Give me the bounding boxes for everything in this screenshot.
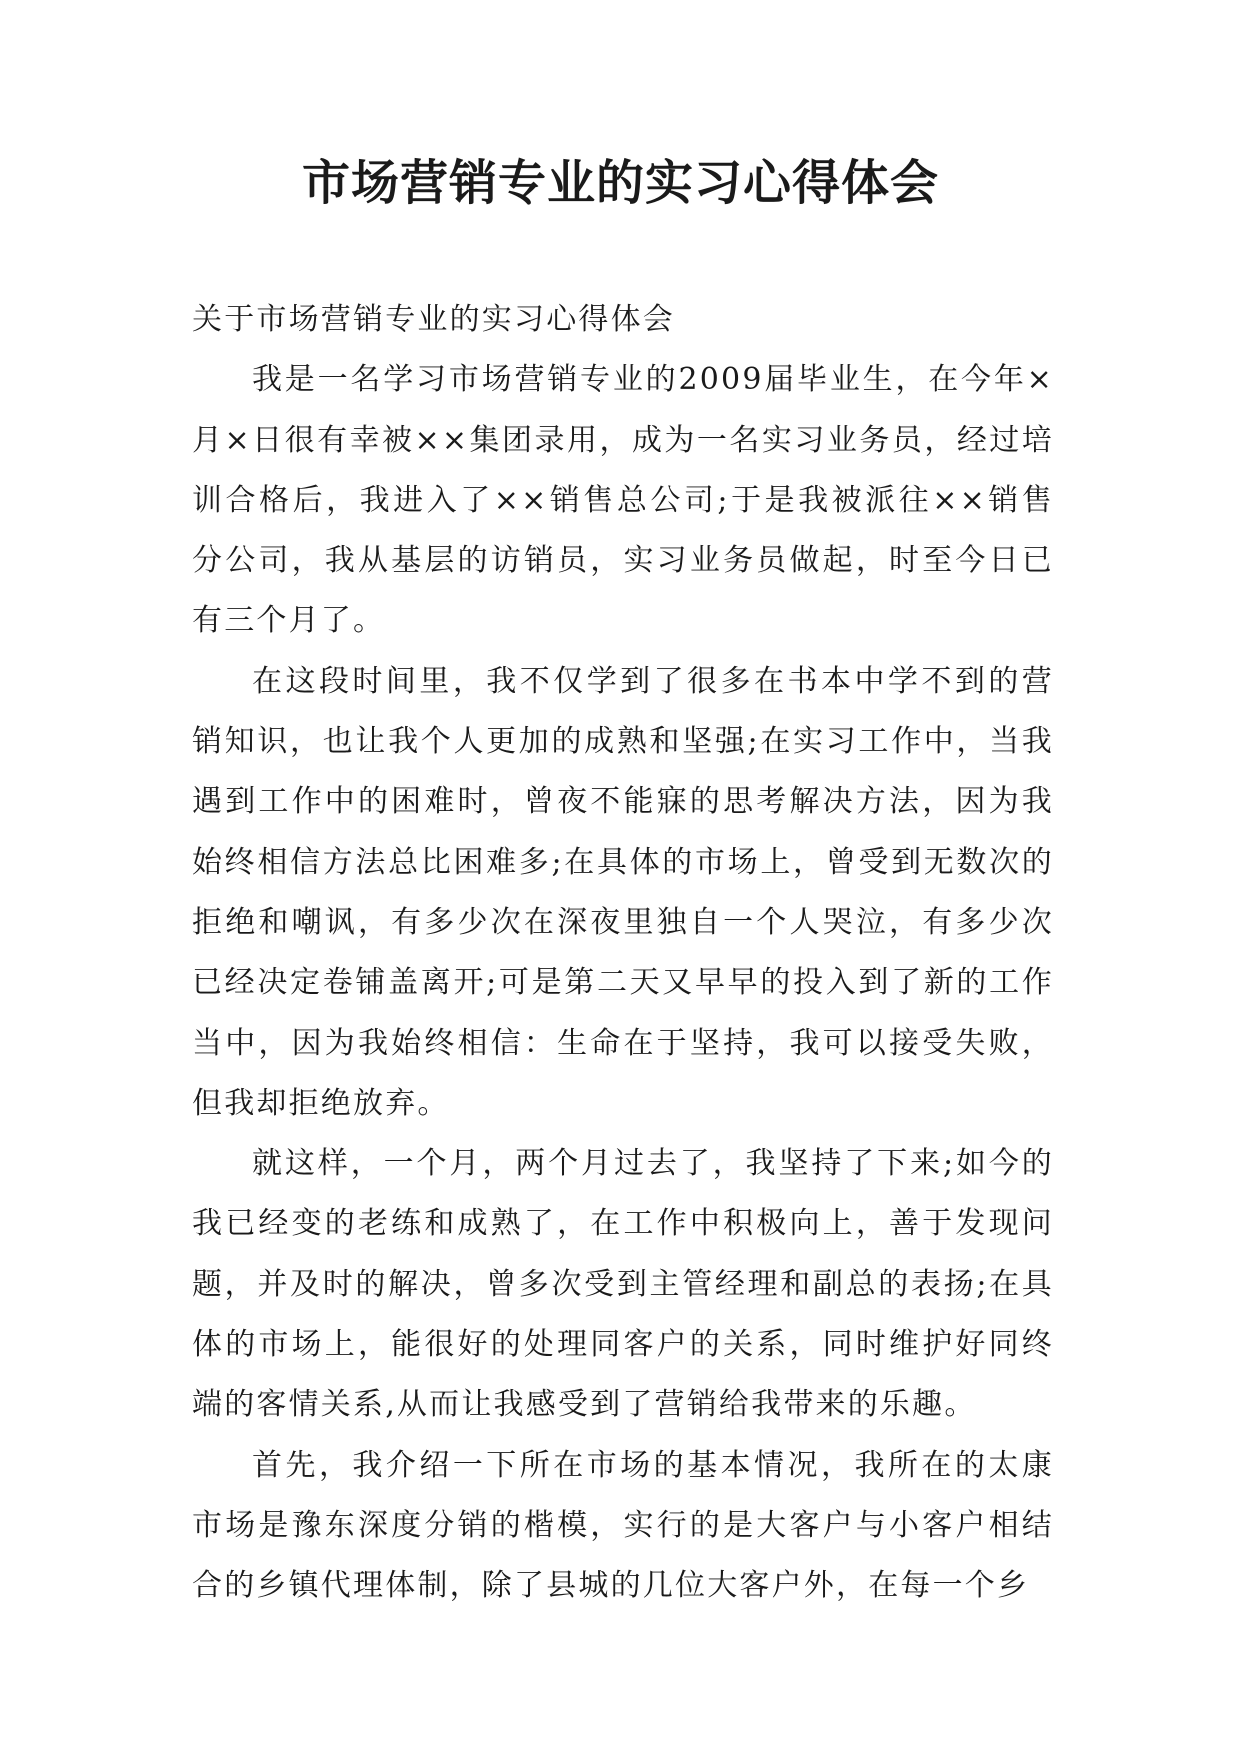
paragraph-1: 我是一名学习市场营销专业的2009届毕业生，在今年×月×日很有幸被××集团录用，成为一名实习业务员，经过培训合格后，我进入了××销售总公司;于是我被派往××销售分公司，我从基层的访销员，实习业务员做起，时至今日已有三个月了。	[192, 362, 1054, 639]
document-title: 市场营销专业的实习心得体会	[301, 155, 939, 211]
paragraph-3: 就这样，一个月，两个月过去了，我坚持了下来;如今的我已经变的老练和成熟了，在工作中积极向上，善于发现问题，并及时的解决，曾多次受到主管经理和副总的表扬;在具体的市场上，能很好的处理同客户的关系，同时维护好同终端的客情关系,从而让我感受到了营销给我带来的乐趣。	[192, 1146, 1054, 1423]
document-subtitle: 关于市场营销专业的实习心得体会	[192, 302, 675, 337]
paragraph-4: 首先，我介绍一下所在市场的基本情况，我所在的太康市场是豫东深度分销的楷模，实行的是大客户与小客户相结合的乡镇代理体制，除了县城的几位大客户外，在每一个乡	[192, 1447, 1054, 1604]
paragraph-2: 在这段时间里，我不仅学到了很多在书本中学不到的营销知识，也让我个人更加的成熟和坚强;在实习工作中，当我遇到工作中的困难时，曾夜不能寐的思考解决方法，因为我始终相信方法总比困难多;在具体的市场上，曾受到无数次的拒绝和嘲讽，有多少次在深夜里独自一个人哭泣，有多少次已经决定卷铺盖离开;可是第二天又早早的投入到了新的工作当中，因为我始终相信：生命在于坚持，我可以接受失败，但我却拒绝放弃。	[192, 663, 1054, 1121]
document-body	[192, 290, 1054, 1617]
